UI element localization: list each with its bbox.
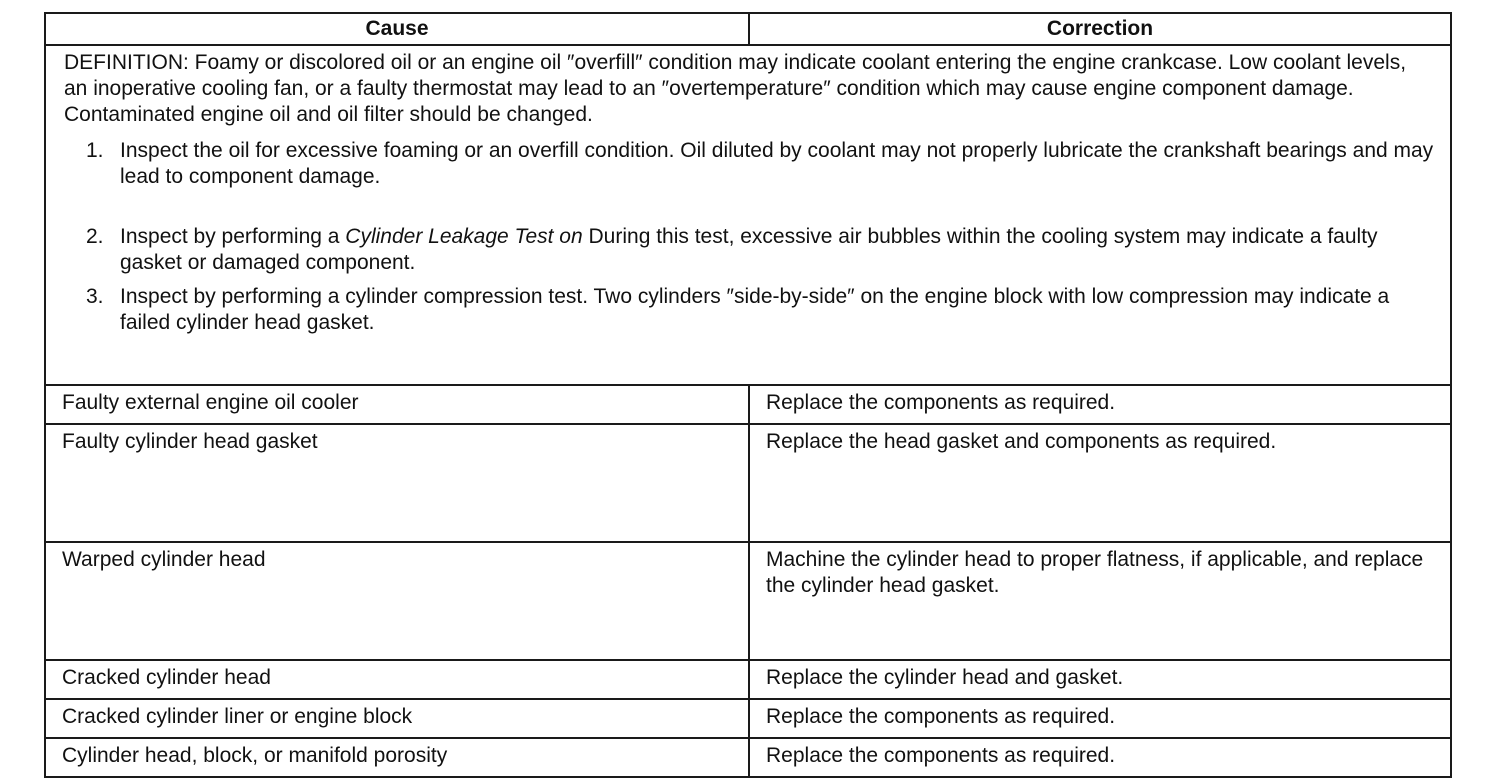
table-row — [45, 660, 1451, 699]
header-row — [45, 13, 1451, 45]
definition-row — [45, 45, 1451, 385]
correction-cell: Machine the cylinder head to proper flatness, if applicable, and replace the cylinder head gasket. — [749, 542, 1451, 660]
correction-cell: Replace the components as required. — [749, 699, 1451, 738]
correction-header: Correction — [749, 13, 1451, 45]
step-text-suffix: During this test, excessive air bubbles within the cooling system may indicate a faulty gasket or damaged component. — [120, 225, 1378, 274]
step-text-prefix: Inspect by performing a — [120, 225, 346, 248]
step-text: Inspect the oil for excessive foaming or an overfill condition. Oil diluted by coolant may not properly lubricate the crankshaft bearings and may lead to component damage. — [120, 139, 1434, 188]
step-1 — [64, 138, 1434, 190]
definition-text: DEFINITION: Foamy or discolored oil or an engine oil ″overfill″ condition may indicate coolant entering the engine crankcase. Low coolant levels, an inoperative cooling fan, or a faulty thermostat may lead to an ″overtemperature″ condition which may cause engine component damage. Contaminated engine oil and oil filter should be changed. — [64, 51, 1407, 126]
correction-cell: Replace the cylinder head and gasket. — [749, 660, 1451, 699]
cause-cell: Faulty external engine oil cooler — [45, 385, 749, 424]
correction-cell: Replace the components as required. — [749, 738, 1451, 777]
table-row — [45, 699, 1451, 738]
step-number: 1. — [86, 139, 104, 162]
correction-cell: Replace the components as required. — [749, 385, 1451, 424]
step-2 — [64, 224, 1434, 276]
step-text: Inspect by performing a cylinder compression test. Two cylinders ″side-by-side″ on the engine block with low compression may indicate a failed cylinder head gasket. — [120, 285, 1390, 334]
cause-cell: Faulty cylinder head gasket — [45, 424, 749, 542]
cause-cell: Cracked cylinder liner or engine block — [45, 699, 749, 738]
correction-cell: Replace the head gasket and components as required. — [749, 424, 1451, 542]
table-row — [45, 542, 1451, 660]
table-row — [45, 385, 1451, 424]
table-row — [45, 738, 1451, 777]
step-number: 2. — [86, 225, 104, 248]
cause-cell: Cracked cylinder head — [45, 660, 749, 699]
diagnostic-table — [44, 12, 1452, 778]
step-3 — [64, 284, 1434, 336]
cause-header: Cause — [45, 13, 749, 45]
definition-cell — [45, 45, 1451, 385]
step-number: 3. — [86, 285, 104, 308]
inspection-steps — [64, 138, 1434, 336]
table-row — [45, 424, 1451, 542]
cause-cell: Cylinder head, block, or manifold porosity — [45, 738, 749, 777]
cause-cell: Warped cylinder head — [45, 542, 749, 660]
step-test-name: Cylinder Leakage Test on — [345, 225, 583, 248]
